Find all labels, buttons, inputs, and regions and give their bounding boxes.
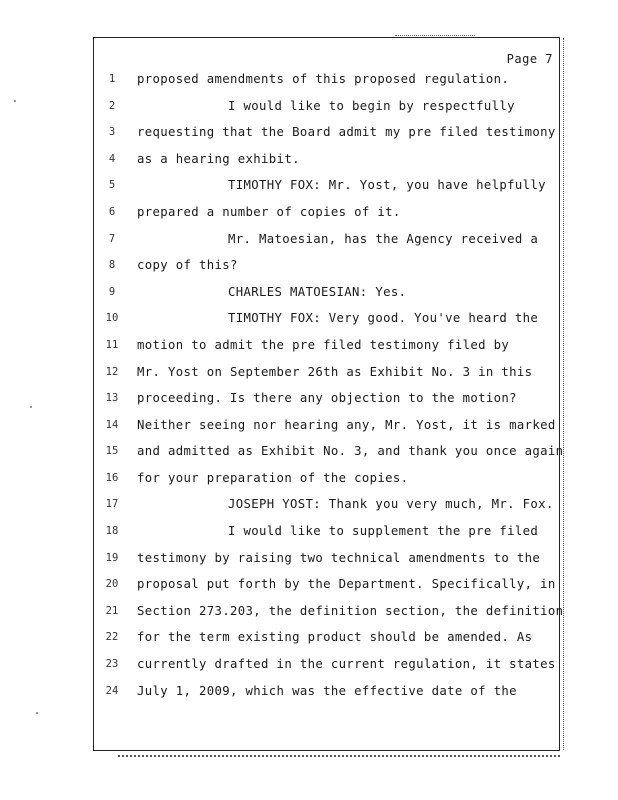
line-text: for your preparation of the copies. [137, 471, 409, 485]
line-text: July 1, 2009, which was the effective date of the [137, 684, 517, 698]
transcript-line [93, 285, 560, 301]
transcript-line [93, 604, 564, 620]
line-text: as a hearing exhibit. [137, 152, 300, 166]
line-number: 24 [105, 685, 119, 697]
line-text: copy of this? [137, 258, 238, 272]
transcript-line [93, 99, 560, 115]
line-text: Neither seeing nor hearing any, Mr. Yost, it is marked [137, 418, 556, 432]
line-text: proposed amendments of this proposed regulation. [137, 72, 510, 86]
scan-artifact-top [395, 35, 475, 37]
line-number: 11 [105, 339, 119, 351]
transcript-line [93, 524, 560, 540]
line-number: 5 [108, 179, 116, 191]
transcript-line [93, 418, 560, 434]
line-text: testimony by raising two technical amendments to the [137, 551, 541, 565]
line-number: 13 [105, 392, 119, 404]
line-number: 3 [108, 126, 116, 138]
line-text: Section 273.203, the definition section, the definition [137, 604, 564, 618]
line-text: Mr. Matoesian, has the Agency received a [228, 232, 539, 246]
line-number: 18 [105, 525, 119, 537]
line-text: TIMOTHY FOX: Mr. Yost, you have helpfully [228, 178, 546, 192]
line-number: 7 [108, 233, 116, 245]
line-text: motion to admit the pre filed testimony filed by [137, 338, 510, 352]
line-number: 2 [108, 100, 116, 112]
transcript-line [93, 232, 560, 248]
line-number: 19 [105, 552, 119, 564]
line-text: CHARLES MATOESIAN: Yes. [228, 285, 407, 299]
transcript-line [93, 497, 560, 513]
line-text: for the term existing product should be amended. As [137, 630, 533, 644]
line-number: 20 [105, 578, 119, 590]
line-number: 4 [108, 153, 116, 165]
transcript-line [93, 391, 560, 407]
line-number: 17 [105, 498, 119, 510]
transcript-line [93, 577, 560, 593]
line-text: and admitted as Exhibit No. 3, and thank you once again [137, 444, 564, 458]
transcript-line [93, 205, 560, 221]
scan-speck [30, 406, 32, 408]
line-number: 10 [105, 312, 119, 324]
line-number: 1 [108, 73, 116, 85]
transcript-line [93, 152, 560, 168]
line-text: prepared a number of copies of it. [137, 205, 401, 219]
line-number: 21 [105, 605, 119, 617]
line-text: currently drafted in the current regulation, it states [137, 657, 556, 671]
transcript-line [93, 258, 560, 274]
line-number: 23 [105, 658, 119, 670]
line-text: TIMOTHY FOX: Very good. You've heard the [228, 311, 539, 325]
line-text: requesting that the Board admit my pre filed testimony [137, 125, 556, 139]
line-text: Mr. Yost on September 26th as Exhibit No. 3 in this [137, 365, 533, 379]
line-number: 8 [108, 259, 116, 271]
transcript-line [93, 178, 560, 194]
line-number: 9 [108, 286, 116, 298]
line-text: proposal put forth by the Department. Specifically, in [137, 577, 556, 591]
transcript-line [93, 630, 560, 646]
line-number: 14 [105, 419, 119, 431]
scan-speck [14, 100, 16, 102]
transcript-line [93, 471, 560, 487]
line-number: 15 [105, 445, 119, 457]
transcript-line [93, 444, 564, 460]
transcript-line [93, 72, 560, 88]
line-number: 22 [105, 631, 119, 643]
transcript-line [93, 338, 560, 354]
scan-speck [36, 712, 38, 714]
transcript-line [93, 365, 560, 381]
line-number: 6 [108, 206, 116, 218]
transcript-line [93, 311, 560, 327]
line-text: proceeding. Is there any objection to the motion? [137, 391, 517, 405]
transcript-line [93, 551, 560, 567]
transcript-line [93, 684, 560, 700]
line-number: 16 [105, 472, 119, 484]
line-number: 12 [105, 366, 119, 378]
line-text: I would like to supplement the pre filed [228, 524, 539, 538]
transcript-line [93, 125, 560, 141]
scan-artifact-bottom [118, 755, 560, 759]
line-text: JOSEPH YOST: Thank you very much, Mr. Fox. [228, 497, 554, 511]
transcript-line [93, 657, 560, 673]
page-number: Page 7 [506, 52, 553, 66]
line-text: I would like to begin by respectfully [228, 99, 515, 113]
